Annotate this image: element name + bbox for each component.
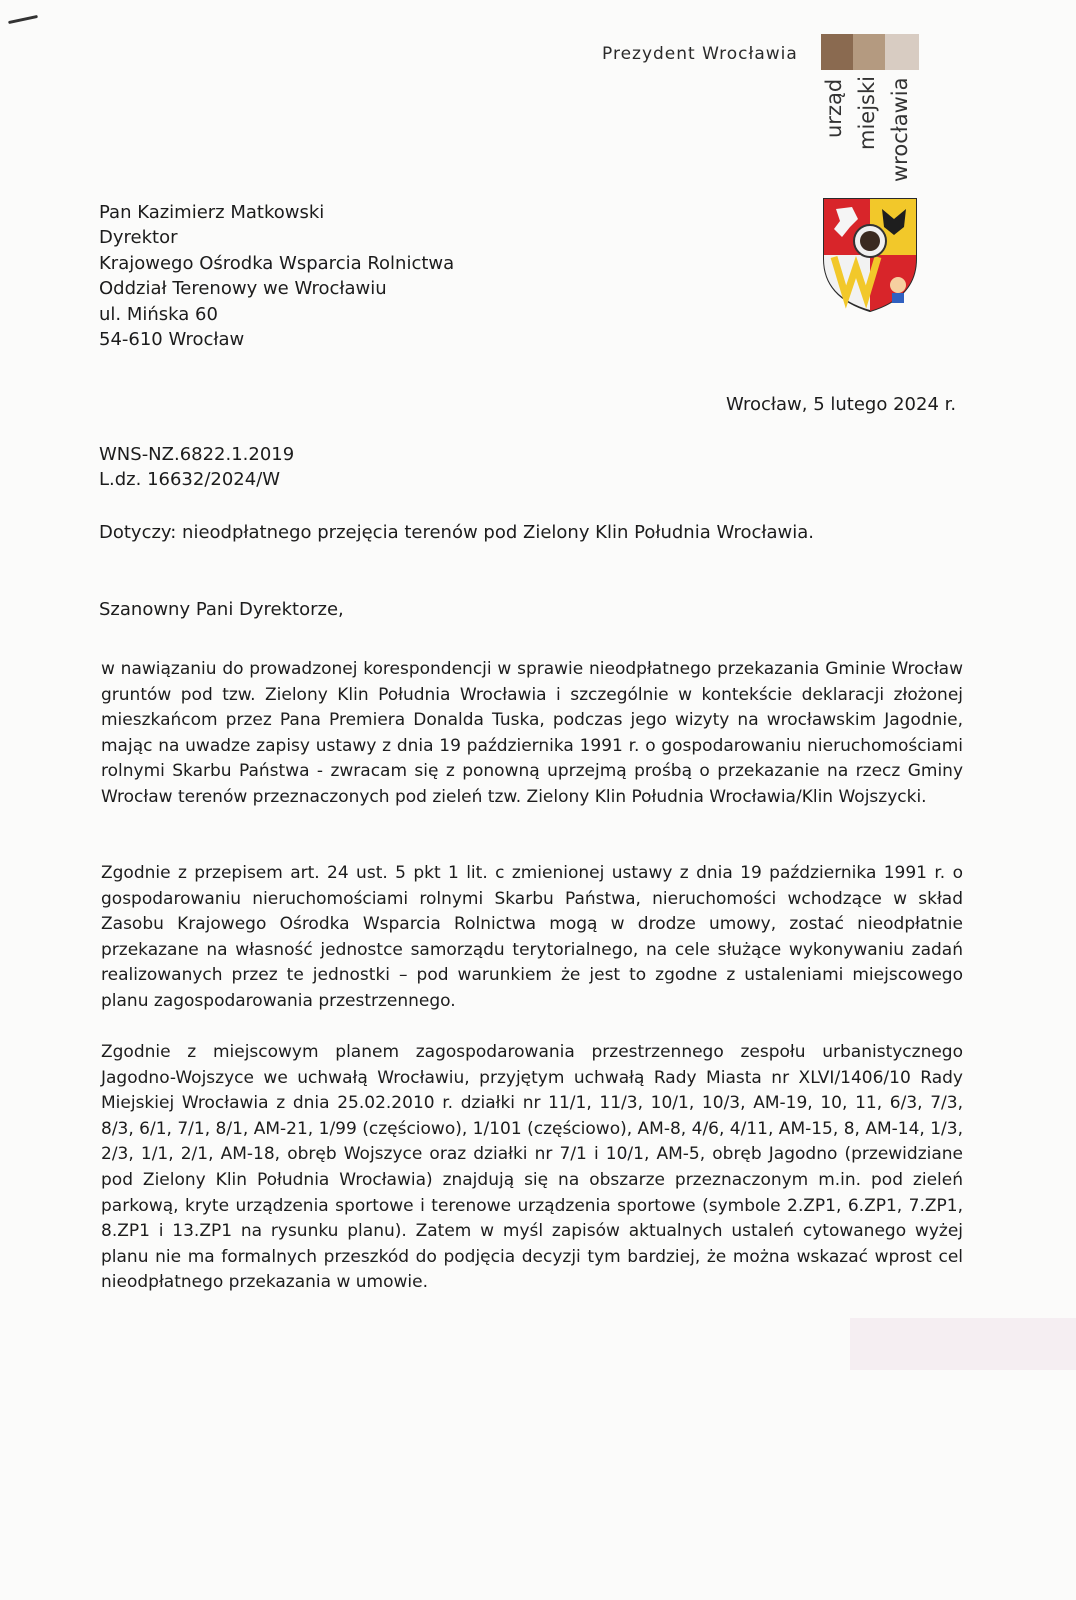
address-line: ul. Mińska 60 (99, 303, 218, 325)
office-title: Prezydent Wrocławia (602, 44, 798, 64)
logo-text-line: urząd (822, 78, 846, 138)
recipient-address (99, 200, 454, 352)
case-number: WNS-NZ.6822.1.2019 (99, 444, 295, 465)
body-paragraph: Zgodnie z przepisem art. 24 ust. 5 pkt 1 lit. c zmienionej ustawy z dnia 19 października 1991 r. o gospodarowaniu nieruchomościami rolnymi Skarbu Państwa, nieruchomości wchodzące w skład Zasobu Krajowego Ośrodka Wsparcia Rolnictwa mogą w drodze umowy, zostać nieodpłatnie przekazane na własność jednostce samorządu terytorialnego, na cele służące wykonywaniu zadań realizowanych przez te jednostki – pod warunkiem że jest to zgodne z ustaleniami miejscowego planu zagospodarowania przestrzennego. (101, 863, 963, 1011)
body-paragraph: Zgodnie z miejscowym planem zagospodarowania przestrzennego zespołu urbanistycznego Jagodno-Wojszyce we uchwałą Wrocławiu, przyjętym uchwałą Rady Miasta nr XLVI/1406/10 Rady Miejskiej Wrocławia z dnia 25.02.2010 r. działki nr 11/1, 11/3, 10/1, 10/3, AM-19, 10, 11, 6/3, 7/3, 8/3, 6/1, 7/1, 8/1, AM-21, 1/99 (częściowo), 1/101 (częściowo), AM-8, 4/6, 4/11, AM-15, 8, AM-14, 1/3, 2/3, 1/1, 2/1, AM-18, obręb Wojszyce oraz działki nr 7/1 i 10/1, AM-5, obręb Jagodno (przewidziane pod Zielony Klin Południa Wrocławia) znajdują się na obszarze przeznaczonym m.in. pod zieleń parkową, kryte urządzenia sportowe i terenowe urządzenia sportowe (symbole 2.ZP1, 6.ZP1, 7.ZP1, 8.ZP1 i 13.ZP1 na rysunku planu). Zatem w myśl zapisów aktualnych ustaleń cytowanego wyżej planu nie ma formalnych przeszkód do podjęcia decyzji tym bardziej, że można wskazać wprost cel nieodpłatnego przekazania w umowie. (101, 1042, 963, 1293)
address-line: Krajowego Ośrodka Wsparcia Rolnictwa (99, 252, 455, 274)
city-crest-icon (822, 197, 918, 313)
reference-numbers (99, 442, 294, 492)
address-line: Pan Kazimierz Matkowski (99, 202, 325, 223)
scan-artifact (8, 15, 38, 24)
body-paragraph: w nawiązaniu do prowadzonej korespondencji w sprawie nieodpłatnego przekazania Gminie Wrocław gruntów pod tzw. Zielony Klin Południa Wrocławia i szczególnie w kontekście deklaracji złożonej mieszkańcom przez Pana Premiera Donalda Tuska, podczas jego wizyty na wrocławskim Jagodnie, mając na uwadze zapisy ustawy z dnia 19 października 1991 r. o gospodarowaniu nieruchomościami rolnymi Skarbu Państwa - zwracam się z ponowną uprzejmą prośbą o przekazanie na rzecz Gminy Wrocław terenów przeznaczonych pod zieleń tzw. Zielony Klin Południa Wrocławia/Klin Wojszycki. (101, 659, 963, 807)
logo-color-bars (821, 34, 919, 70)
letter-subject: Dotyczy: nieodpłatnego przejęcia terenów pod Zielony Klin Południa Wrocławia. (99, 522, 814, 543)
ldz-number: L.dz. 16632/2024/W (99, 469, 281, 490)
scan-bleed-through (850, 1318, 1076, 1370)
logo-bar (821, 34, 855, 70)
address-line: Dyrektor (99, 227, 178, 249)
address-line: Oddział Terenowy we Wrocławiu (99, 278, 387, 300)
logo-bar (853, 34, 887, 70)
letter-date: Wrocław, 5 lutego 2024 r. (726, 394, 957, 415)
address-line: 54-610 Wrocław (99, 329, 245, 351)
letter-greeting: Szanowny Pani Dyrektorze, (99, 599, 344, 620)
logo-text-line: miejski (855, 76, 879, 150)
logo-bar (885, 34, 919, 70)
logo-text-line: wrocławia (888, 77, 912, 182)
